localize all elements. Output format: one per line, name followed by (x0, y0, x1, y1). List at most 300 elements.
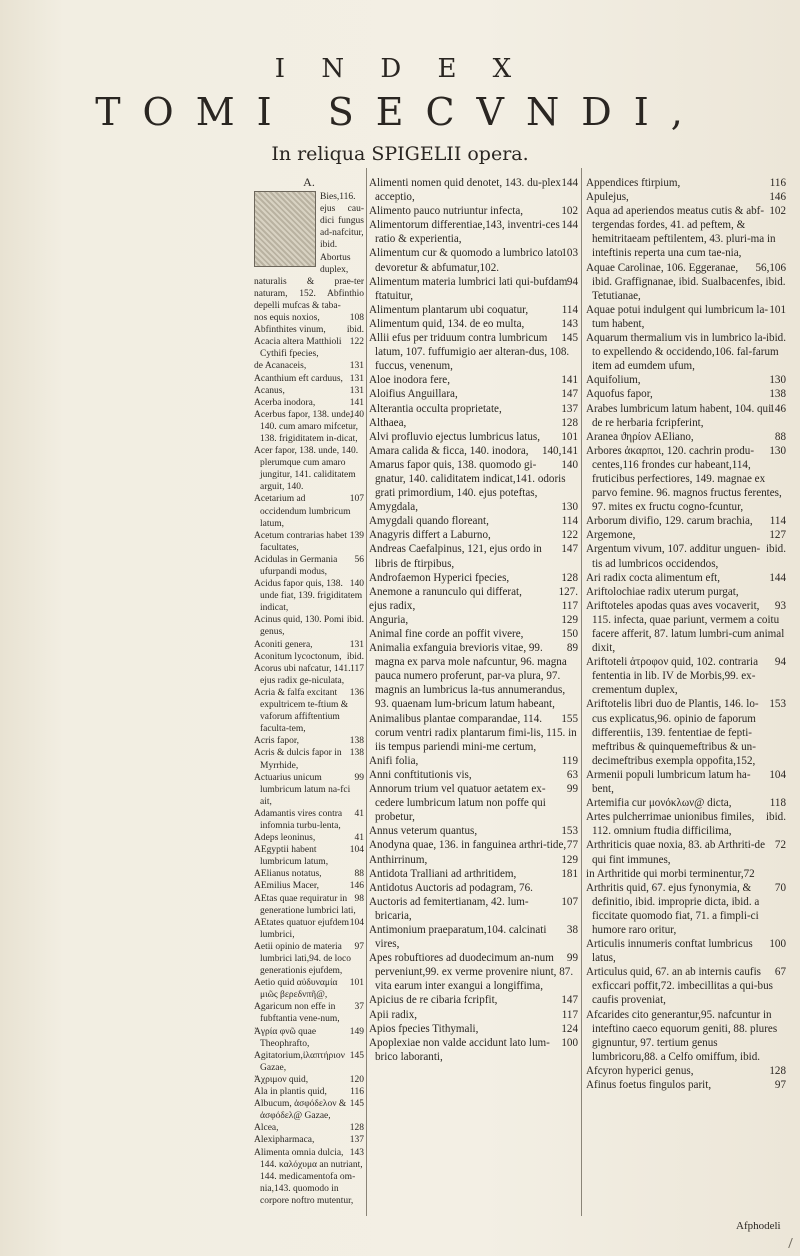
index-entry (586, 261, 786, 303)
page-subtitle: In reliqua SPIGELII opera. (271, 143, 529, 165)
index-entry (254, 530, 364, 554)
entry-text: Afcarides cito generantur,95. nafcuntur in inteftino caeco equorum geniti, 88. plures gignuntur, 97. tertium genus lumbricoru,88. a Celfo omiffum, ibid. (586, 1008, 778, 1063)
index-entry (254, 1026, 364, 1050)
index-entry (254, 747, 364, 771)
index-entry (369, 246, 578, 274)
entry-text: Armenii populi lumbricum latum ha-bent, (586, 768, 751, 796)
page-reference: 130 (769, 374, 786, 387)
page-reference: 153 (769, 698, 786, 711)
index-entry (369, 317, 578, 331)
page-reference: 103 (561, 247, 578, 260)
index-entry (254, 1050, 364, 1074)
page-reference: 70 (774, 881, 786, 894)
column-divider (581, 168, 582, 1216)
catchword: Afphodeli (736, 1220, 781, 1232)
page-reference: 129 (561, 613, 578, 626)
page-reference: ibid. (765, 543, 786, 556)
entry-text: Arbores ἀκαρποι, 120. cachrin produ-centes,116 frondes cur habeant,114, fruticibus perfectiores, 149. magnae ex parvo femine. 96. magnos fructus ferentes, 97. mites ex fructu cogno-fcuntur, (586, 444, 782, 514)
page-reference: 99 (566, 783, 578, 796)
entry-text: Aetii opinio de materia lumbrici lati,94. de loco generationis ejufdem, (254, 941, 352, 977)
index-entry (586, 881, 786, 937)
entry-text: Apii radix, (369, 1008, 418, 1021)
entry-text: Acinus quid, 130. Pomi genus, (254, 615, 344, 638)
index-entry (369, 1008, 578, 1022)
page-reference: 129 (561, 853, 578, 866)
page-reference: 94 (774, 656, 786, 669)
entry-text: Afinus foetus fingulos parit, (586, 1079, 712, 1091)
index-entry (254, 336, 364, 360)
index-entry (254, 1122, 364, 1134)
index-entry (369, 641, 578, 711)
index-entry (254, 1074, 364, 1086)
page-reference: 88 (354, 869, 364, 880)
page-reference: 128 (349, 1123, 364, 1134)
page-reference: 147 (561, 388, 578, 401)
page-reference: 97 (354, 941, 364, 952)
entry-text: Animalibus plantae comparandae, 114. corum ventri radix plantarum fimi-lis, 115. in iis tempus pariendi mini-me certum, (369, 712, 577, 753)
page-reference: 146 (349, 881, 364, 892)
page-reference: 108 (349, 313, 364, 324)
entry-text: Aquifolium, (586, 374, 641, 387)
entry-text: Ἀχριμον quid, (254, 1074, 309, 1085)
page-reference: 104 (349, 845, 364, 856)
index-entry (254, 1134, 364, 1146)
index-entry (369, 838, 578, 852)
index-entry (254, 1098, 364, 1122)
page-reference: 89 (566, 642, 578, 655)
page-reference: 138 (349, 736, 364, 747)
column-divider (366, 168, 367, 1216)
index-entry (369, 782, 578, 824)
index-entry (369, 275, 578, 303)
index-entry (369, 218, 578, 246)
index-entry (254, 639, 364, 651)
entry-text: Aetio quid αὐδυναμία μιῶς βερεδνπῆ@, (254, 978, 338, 1001)
page-reference: 131 (349, 639, 364, 650)
entry-text: Acria & falfa excitant expultricem te-ftium & vaforum affiftentium faculta-tem, (254, 687, 349, 735)
page-reference: 94 (566, 275, 578, 288)
page-reference: 146 (769, 402, 786, 415)
page-reference: 143 (349, 1147, 364, 1158)
index-entry (586, 599, 786, 655)
index-entry (586, 655, 786, 697)
index-entry (586, 796, 786, 810)
index-entry (369, 416, 578, 430)
entry-text: Antimonium praeparatum,104. calcinati vires, (369, 923, 547, 951)
index-entry (586, 585, 786, 599)
entry-text: Aloifius Anguillara, (369, 388, 458, 401)
page-reference: 117 (561, 1008, 578, 1021)
entry-text: Agaricum non effe in fubftantia vene-num, (254, 1002, 340, 1025)
page-reference: 107 (561, 895, 578, 908)
page-reference: 138 (349, 748, 364, 759)
page-reference: 150 (561, 628, 578, 640)
index-entry (369, 754, 578, 768)
entry-text: Acidus fapor quis, 138. unde fiat, 139. frigiditatem indicat, (254, 579, 363, 614)
page-reference: 145 (561, 332, 578, 345)
entry-text: Adeps leoninus, (254, 833, 316, 844)
entry-text: Acerba inodora, (254, 397, 316, 408)
entry-text: Arthritis quid, 67. ejus fynonymia, & definitio, ibid. improprie dicta, ibid. a ficcitate quomodo fiat, 71. a fimpli-ci humore raro oritur, (586, 881, 760, 936)
page-reference: 138 (769, 388, 786, 401)
entry-text: Apios fpecies Tithymali, (369, 1022, 479, 1035)
index-entry (254, 651, 364, 663)
entry-text: Anni conftitutionis vis, (369, 768, 472, 781)
index-entry (254, 735, 364, 747)
index-heading: I N D E X (274, 54, 526, 84)
entry-text: Articulis innumeris conftat lumbricus latus, (586, 938, 753, 965)
entry-text: Anthirrinum, (369, 853, 428, 866)
page-reference: 144 (769, 571, 786, 584)
index-entry (369, 881, 578, 895)
index-entry (369, 500, 578, 514)
entry-text: Acetarium ad occidendum lumbricum latum, (254, 494, 351, 529)
index-entry (369, 373, 578, 387)
index-entry (586, 190, 786, 204)
page-reference: 122 (561, 529, 578, 542)
page-reference: 144 (561, 219, 578, 232)
tome-heading: TOMI SECVNDI, (95, 90, 705, 134)
index-entry (369, 387, 578, 401)
page-reference: 101 (769, 303, 786, 316)
index-entry (254, 493, 364, 529)
index-entry (254, 1086, 364, 1098)
entry-text: Adamantis vires contra infomnia turbu-lenta, (254, 808, 343, 831)
first-entry: Bies,116. ejus cau-dici fungus ad-nafcitur, ibid. Abortus duplex, naturalis & prae-ter naturam, 152. Abfinthio depelli mufcas & taba- (254, 192, 364, 311)
index-entry (369, 514, 578, 528)
section-letter: A. (303, 175, 315, 189)
index-entry (254, 409, 364, 445)
entry-text: AEtates quatuor ejufdem lumbrici, (254, 917, 349, 940)
index-entry (586, 571, 786, 585)
page-reference: 100 (769, 938, 786, 951)
page-reference: 67 (774, 966, 786, 979)
entry-text: Alimentum quid, 134. de eo multa, (369, 317, 525, 330)
entry-text: ejus radix, (369, 599, 416, 612)
entry-text: Alimento pauco nutriuntur infecta, (369, 205, 524, 218)
entry-text: AElianus notatus, (254, 869, 322, 880)
index-entry (369, 430, 578, 444)
entry-text: Acerbus fapor, 138. unde, 140. cum amaro mifcetur, 138. frigiditatem in-dicat, (254, 409, 359, 444)
page-reference: 114 (561, 303, 578, 316)
entry-text: Ari radix cocta alimentum eft, (586, 571, 720, 584)
entry-text: Ariftoteles apodas quas aves vocaverit, 115. infecta, quae pariunt, vermem a coitu facere afferit, 87. latum lumbri-cum animal dixit, (586, 599, 785, 655)
page-reference: 155 (561, 712, 578, 725)
index-entry (369, 444, 578, 458)
page-reference: 144 (561, 177, 578, 189)
page-reference: 114 (561, 515, 578, 528)
page-reference: 140 (349, 409, 364, 420)
page-reference: 143 (561, 317, 578, 330)
entry-text: Alimentum cur & quomodo a lumbrico lato devoretur & abfumatur,102. (369, 247, 563, 274)
entry-text: Arabes lumbricum latum habent, 104. qui de re herbaria fcripferint, (586, 402, 772, 429)
page-reference: ibid. (765, 332, 786, 345)
index-entry (369, 923, 578, 951)
index-entry (369, 824, 578, 838)
page-reference: ibid. (346, 651, 364, 662)
page-reference: 119 (561, 754, 578, 767)
entry-text: Anagyris differt a Laburno, (369, 529, 491, 542)
index-entry (254, 1147, 364, 1207)
entry-text: Argemone, (586, 529, 636, 542)
page-reference: 153 (561, 825, 578, 838)
signature-mark (788, 1238, 799, 1248)
page-reference: 122 (349, 337, 364, 348)
index-entry (586, 1064, 786, 1078)
entry-text: Andreas Caefalpinus, 121, ejus ordo in libris de ftirpibus, (369, 543, 542, 570)
page-reference: 128 (561, 416, 578, 429)
entry-text: Alimenti nomen quid denotet, 143. du-plex acceptio, (369, 177, 561, 204)
index-entry (369, 571, 578, 585)
page-reference: 88 (774, 430, 786, 443)
entry-text: Ἀγρία φνῶ quae Theophrafto, (254, 1026, 317, 1049)
page-reference: 145 (349, 1050, 364, 1061)
page-reference: 141 (561, 374, 578, 387)
index-entry (369, 331, 578, 373)
index-entry (254, 977, 364, 1001)
entry-text: Alexipharmaca, (254, 1135, 315, 1146)
page-reference: 117 (350, 663, 364, 674)
index-entry (369, 867, 578, 881)
index-entry (254, 385, 364, 397)
entry-text: Acetum contrarias habet facultates, (254, 530, 347, 553)
index-entry (254, 324, 364, 336)
entry-text: Abfinthites vinum, (254, 325, 326, 336)
entry-text: Aqua ad aperiendos meatus cutis & abf-tergendas fordes, 41. ad peftem, & hemitritaeam peftilentem, 43. pluri-ma in inteftinis reperta una cum tae-nia, (586, 205, 776, 260)
index-entry (369, 993, 578, 1007)
entry-text: Aquae Carolinae, 106. Eggeranae, ibid. Graffignanae, ibid. Sualbacenfes, ibid. Tetutianae, (586, 261, 786, 302)
page-reference: 100 (561, 1036, 578, 1049)
page-reference: 130 (561, 501, 578, 514)
entry-text: in Arthritide qui morbi terminentur,72 (586, 867, 755, 880)
entry-text: Alcea, (254, 1123, 279, 1134)
index-entry (586, 430, 786, 444)
entry-text: Apoplexiae non valde accidunt lato lum-brico laboranti, (369, 1036, 550, 1063)
page-reference: 146 (769, 191, 786, 204)
entry-text: Anguria, (369, 613, 409, 626)
page-reference: 107 (349, 494, 364, 505)
entry-text: Allii efus per triduum contra lumbricum latum, 107. fuffumigio aer alteran-dus, 108. fuccus, venenum, (369, 332, 570, 373)
entry-text: Alvi profluvio ejectus lumbricus latus, (369, 430, 540, 443)
page-reference: 38 (566, 923, 578, 936)
page-reference: 140 (561, 458, 578, 471)
entry-text: Androfaemon Hyperici fpecies, (369, 571, 510, 584)
entry-text: Anemone a ranunculo qui differat, (369, 585, 522, 598)
page-reference: 139 (349, 530, 364, 541)
page-reference: 147 (561, 994, 578, 1007)
index-entry (254, 772, 364, 808)
page-reference: ibid. (765, 811, 786, 824)
page-reference: 117 (561, 599, 578, 612)
index-entry (586, 810, 786, 838)
index-entry (586, 542, 786, 570)
entry-text: Arthriticis quae noxia, 83. ab Arthriti-de qui fint immunes, (586, 839, 765, 866)
page-reference: 114 (769, 515, 786, 528)
entry-text: AEmilius Macer, (254, 881, 320, 892)
page-reference: 97 (774, 1079, 786, 1091)
index-entry (586, 402, 786, 430)
index-entry (254, 917, 364, 941)
entry-text: Artemifia cur μονόκλων@ dicta, (586, 797, 732, 810)
index-entry (586, 1008, 786, 1064)
index-entry (369, 303, 578, 317)
index-entry (254, 360, 364, 372)
index-entry (254, 614, 364, 638)
page-reference: 137 (561, 402, 578, 415)
page-reference: 149 (349, 1026, 364, 1037)
entry-text: Acanus, (254, 385, 285, 396)
index-entry (369, 585, 578, 599)
entry-text: Ala in plantis quid, (254, 1087, 327, 1098)
entry-text: Amarus fapor quis, 138. quomodo gi-gnatur, 140. caliditatem indicat,141. odoris grati primordium, 140. ejus poteftas, (369, 458, 566, 500)
entry-text: Alimentum materia lumbrici lati qui-bufdam ftatuitur, (369, 275, 568, 302)
index-entry (254, 578, 364, 614)
page-reference: 131 (349, 373, 364, 384)
page-reference: 130 (769, 444, 786, 457)
index-entry (586, 387, 786, 401)
page-reference: 140 (349, 579, 364, 590)
index-entry (369, 1036, 578, 1064)
page-reference: 137 (349, 1135, 364, 1146)
index-entry (586, 303, 786, 331)
index-entry (369, 176, 578, 204)
index-entry (369, 204, 578, 218)
page-reference: 181 (561, 867, 578, 880)
index-entry (254, 445, 364, 493)
page-reference: 41 (354, 808, 364, 819)
index-column-2 (369, 176, 578, 1064)
entry-text: de Acanaceis, (254, 361, 307, 372)
entry-text: Apulejus, (586, 191, 629, 204)
entry-text: Antidotus Auctoris ad podagram, 76. (369, 881, 533, 894)
page-reference: 101 (561, 430, 578, 443)
entry-text: Auctoris ad femitertianam, 42. lum-bricaria, (369, 895, 529, 922)
page-reference: 136 (349, 687, 364, 698)
entry-text: Aconiti genera, (254, 639, 313, 650)
page-reference: 104 (349, 917, 364, 928)
entry-text: Argentum vivum, 107. additur unguen-tis ad lumbricos occidendos, (586, 543, 761, 570)
index-entry (586, 697, 786, 767)
index-entry (586, 937, 786, 965)
entry-text: Aloe inodora fere, (369, 374, 451, 387)
page-reference: 104 (769, 768, 786, 781)
index-entry (586, 1078, 786, 1092)
entry-text: Ariftotelis libri duo de Plantis, 146. lo-cus explicatus,96. opinio de faporum differentiis, 139. fententiae de fepti-meftribus & quinquemeftribus & un-decimeftribus exempla oppofita,152, (586, 698, 759, 767)
entry-text: Acer fapor, 138. unde, 140. plerumque cum amaro jungitur, 141. caliditatem arguit, 140. (254, 446, 359, 493)
index-entry (369, 458, 578, 500)
index-entry (254, 832, 364, 844)
index-entry (254, 663, 364, 687)
index-entry (254, 1001, 364, 1025)
index-entry (586, 444, 786, 514)
index-entry (586, 768, 786, 796)
entry-text: Acanthium eft carduus, (254, 373, 343, 384)
entry-text: Ariftoteli ἀτροφον quid, 102. contraria fententia in lib. IV de Morbis,99. ex-crementum duplex, (586, 656, 759, 697)
entry-text: Antidota Tralliani ad arthritidem, (369, 867, 517, 880)
entry-text: Artes pulcherrimae unionibus fimiles, 112. omnium ftudia difficilima, (586, 811, 755, 838)
page-reference: 128 (561, 571, 578, 584)
index-entry (586, 528, 786, 542)
page-reference: 37 (354, 1002, 364, 1013)
page-reference: 116 (350, 1087, 364, 1098)
page-reference: 145 (349, 1099, 364, 1110)
entry-text: AEtas quae requiratur in generatione lumbrici lati, (254, 893, 356, 916)
entry-text: Acidulas in Germania ufurpandi modus, (254, 554, 338, 577)
index-entry (369, 627, 578, 641)
entry-text: Aquae potui indulgent qui lumbricum la-tum habent, (586, 303, 769, 330)
page-reference: 141 (349, 397, 364, 408)
index-entry (369, 402, 578, 416)
entry-text: Alterantia occulta proprietate, (369, 402, 502, 415)
index-entry (369, 528, 578, 542)
index-entry (369, 599, 578, 613)
entry-text: Ariftolochiae radix uterum purgat, (586, 585, 739, 598)
page-reference: 99 (566, 952, 578, 965)
entry-text: Alimenta omnia dulcia, 144. καλόχυμα an nutriant, 144. medicamentofa om-nia,143. quomodo in corpore noftro mutentur, (254, 1147, 363, 1206)
ornamental-initial-icon (254, 191, 316, 267)
entry-text: Alimentum plantarum ubi coquatur, (369, 303, 529, 316)
entry-text: Amygdala, (369, 501, 418, 514)
index-entry (369, 895, 578, 923)
index-entry (254, 868, 364, 880)
index-entry (586, 867, 786, 881)
entry-text: Arborum divifio, 129. carum brachia, (586, 515, 753, 528)
page-reference: 147 (561, 543, 578, 556)
page-reference: 124 (561, 1022, 578, 1035)
entry-text: Aconitum lycoctonum, (254, 651, 342, 662)
page-reference: 101 (349, 978, 364, 989)
page-reference: 93 (774, 599, 786, 612)
entry-text: Anifi folia, (369, 754, 419, 767)
entry-text: Apes robuftiores ad duodecimum an-num perveniunt,99. ex verme provenire niunt, 87. vita earum inter exangui a longiffima, (369, 952, 574, 993)
entry-text: Aquofus fapor, (586, 388, 653, 401)
index-entry (254, 893, 364, 917)
index-entry (254, 687, 364, 735)
entry-text: Agitatorium,ἰλαπτήριον Gazae, (254, 1050, 345, 1073)
index-entry (254, 312, 364, 324)
page-reference: 56,106 (755, 261, 786, 274)
page-reference: 128 (769, 1064, 786, 1077)
index-entry (586, 176, 786, 190)
index-column-3 (586, 176, 786, 1092)
entry-text: Aranea ϑηρίον AEliano, (586, 430, 694, 443)
index-entry (254, 941, 364, 977)
entry-text: nos equis noxios, (254, 313, 320, 324)
index-entry (586, 204, 786, 260)
entry-text: Acorus ubi nafcatur, 141. ejus radix ge-niculata, (254, 663, 351, 686)
entry-text: Animal fine corde an poffit vivere, (369, 628, 524, 640)
page-reference: 131 (349, 385, 364, 396)
index-entry (254, 397, 364, 409)
page-reference: 77 (566, 839, 578, 852)
index-entry (254, 373, 364, 385)
index-entry (369, 613, 578, 627)
entry-text: Albucum, ἀσφόδελον & ἀσφόδελ@ Gazae, (254, 1099, 347, 1122)
entry-text: Animalia exfanguia brevioris vitae, 99. magna ex parva mole nafcuntur, 96. magna pauca numero proferunt, par-va plura, 97. magnis an lumbricus la-tus annumerandus, 93. quaenam lum-bricum latum habeant, (369, 642, 567, 711)
page-reference: 102 (769, 205, 786, 218)
index-entry (586, 838, 786, 866)
index-entry (586, 373, 786, 387)
index-column-1 (254, 176, 364, 1207)
index-entry (369, 712, 578, 754)
page-reference: 99 (354, 772, 364, 783)
page-reference: 127 (769, 529, 786, 542)
page-reference: 120 (349, 1074, 364, 1085)
entry-text: Apicius de re cibaria fcripfit, (369, 994, 498, 1007)
page-reference: 72 (774, 839, 786, 852)
entry-text: Althaea, (369, 416, 407, 429)
index-entry (369, 1022, 578, 1036)
